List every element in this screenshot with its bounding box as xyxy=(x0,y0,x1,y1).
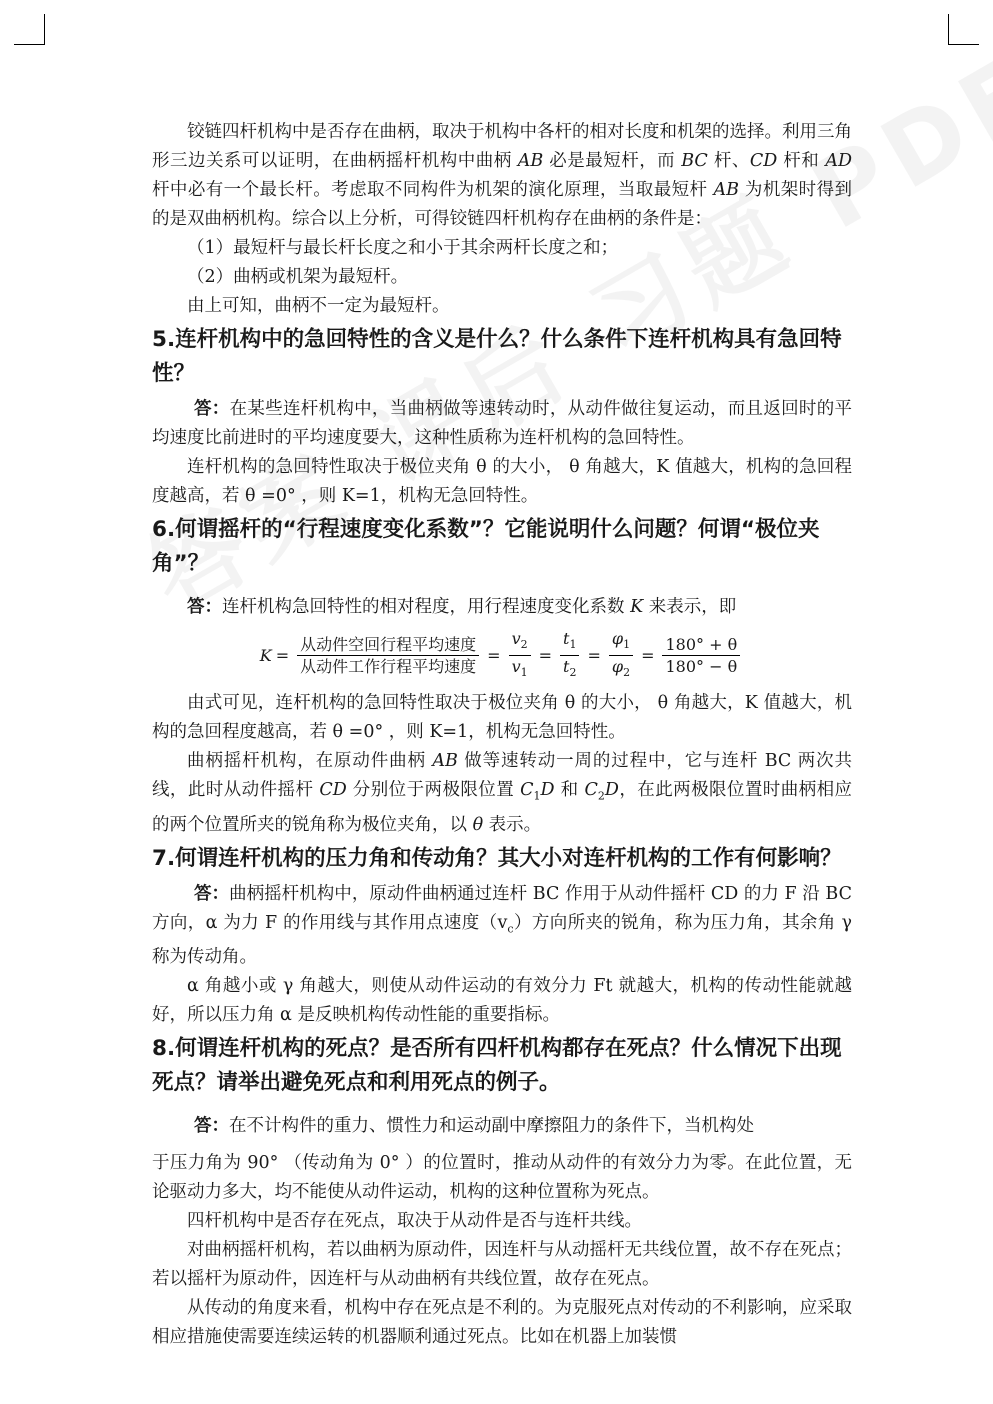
paragraph-crank-condition: 铰链四杆机构中是否存在曲柄，取决于机构中各杆的相对长度和机架的选择。利用三角形三边关系可以证明，在曲柄摇杆机构中曲柄 AB 必是最短杆，而 BC 杆、CD 杆和 AD 杆中必有一个最长杆。考虑取不同构件为机架的演化原理，当取最短杆 AB 为机架时得到的是双曲柄机构。综合以上分析，可得铰链四杆机构存在曲柄的条件是： xyxy=(152,122,853,229)
question-6-heading: 6.何谓摇杆的“行程速度变化系数”？它能说明什么问题？何谓“极位夹角”？ xyxy=(152,517,820,576)
question-5-heading: 5.连杆机构中的急回特性的含义是什么？什么条件下连杆机构具有急回特性？ xyxy=(152,327,842,386)
formula-velocity-fraction: $\frac{v_2}{v_1}$ xyxy=(509,628,531,683)
answer-label: 答： xyxy=(187,597,222,617)
question-8-paragraph-3: 对曲柄摇杆机构，若以曲柄为原动件，因连杆与从动摇杆无共线位置，故不存在死点；若以摇杆为原动件，因连杆与从动曲柄有共线位置，故存在死点。 xyxy=(152,1240,852,1290)
question-8-answer-continued: 于压力角为 90° （传动角为 0° ）的位置时，推动从动件的有效分力为零。在此位置，无论驱动力多大，均不能使从动件运动，机构的这种位置称为死点。 xyxy=(152,1153,852,1203)
page-content xyxy=(152,118,852,1352)
crop-mark-top-left xyxy=(14,14,45,45)
crop-mark-top-right xyxy=(948,14,979,45)
question-5-paragraph-2: 连杆机构的急回特性取决于极位夹角 θ 的大小， θ 角越大，K 值越大，机构的急回程度越高，若 θ =0° ，则 K=1，机构无急回特性。 xyxy=(152,457,852,506)
question-8-paragraph-4: 从传动的角度来看，机构中存在死点是不利的。为克服死点对传动的不利影响，应采取相应措施使需要连续运转的机器顺利通过死点。比如在机器上加装惯 xyxy=(152,1298,852,1348)
conclusion-text: 由上可知，曲柄不一定为最短杆。 xyxy=(187,296,450,316)
answer-label: 答： xyxy=(194,1116,229,1137)
formula-speed-fraction: $\frac{\text{从动件空回行程平均速度}}{\text{从动件工作行程平均速度}}$ xyxy=(297,634,479,677)
formula-time-fraction: $\frac{t_1}{t_2}$ xyxy=(560,628,579,683)
question-8-answer-line-1: 答：在不计构件的重力、惯性力和运动副中摩擦阻力的条件下，当机构处 xyxy=(194,1116,754,1137)
answer-label: 答： xyxy=(194,883,230,904)
formula-angle-fraction: $\frac{\varphi_1}{\varphi_2}$ xyxy=(609,628,633,683)
answer-label: 答： xyxy=(194,399,230,419)
condition-1: （1）最短杆与最长杆长度之和小于其余两杆长度之和； xyxy=(187,238,619,258)
question-5-answer: 答：在某些连杆机构中，当曲柄做等速转动时，从动件做往复运动，而且返回时的平均速度比前进时的平均速度要大，这种性质称为连杆机构的急回特性。 xyxy=(152,399,853,448)
question-6-paragraph-3: 曲柄摇杆机构，在原动件曲柄 AB 做等速转动一周的过程中，它与连杆 BC 两次共线，此时从动件摇杆 CD 分别位于两极限位置 $C_1D$ 和 $C_2D$，在此两极限位置时曲柄相应的两个位置所夹的锐角称为极位夹角，以 θ 表示。 xyxy=(152,751,853,835)
question-7-paragraph-2: α 角越小或 γ 角越大，则使从动件运动的有效分力 Ft 就越大，机构的传动性能就越好，所以压力角 α 是反映机构传动性能的重要指标。 xyxy=(152,976,852,1026)
question-6-paragraph-2: 由式可见，连杆机构的急回特性取决于极位夹角 θ 的大小， θ 角越大，K 值越大，机构的急回程度越高，若 θ =0° ，则 K=1，机构无急回特性。 xyxy=(152,693,852,743)
question-7-answer: 答：曲柄摇杆机构中，原动件曲柄通过连杆 BC 作用于从动件摇杆 CD 的力 F 沿 BC 方向，α 为力 F 的作用线与其作用点速度$(v_c)$方向所夹的锐角，称为压力角，其余角 γ 称为传动角。 xyxy=(152,883,852,968)
condition-2: （2）曲柄或机架为最短杆。 xyxy=(187,267,409,287)
question-7-heading: 7.何谓连杆机构的压力角和传动角？其大小对连杆机构的工作有何影响？ xyxy=(152,845,842,871)
formula-k: K xyxy=(259,646,272,666)
question-8-heading: 8.何谓连杆机构的死点？是否所有四杆机构都存在死点？什么情况下出现死点？请举出避免死点和利用死点的例子。 xyxy=(152,1036,842,1096)
question-8-paragraph-2: 四杆机构中是否存在死点，取决于从动件是否与连杆共线。 xyxy=(187,1211,642,1232)
formula-theta-fraction: $\frac{180^\circ + \theta}{180^\circ - \theta}$ xyxy=(662,634,740,677)
speed-ratio-formula: K = $\frac{\text{从动件空回行程平均速度}}{\text{从动件工作行程平均速度}}$ = $\frac{v_2}{v_1}$ = $\frac{t_1}{t_2}$ = $\frac{\varphi_1}{\varphi_2}$ = $\frac{180^\circ + \theta}{180^\circ - \theta}$ xyxy=(152,628,852,683)
question-6-answer: 答：连杆机构急回特性的相对程度，用行程速度变化系数 K 来表示，即 xyxy=(187,597,737,617)
